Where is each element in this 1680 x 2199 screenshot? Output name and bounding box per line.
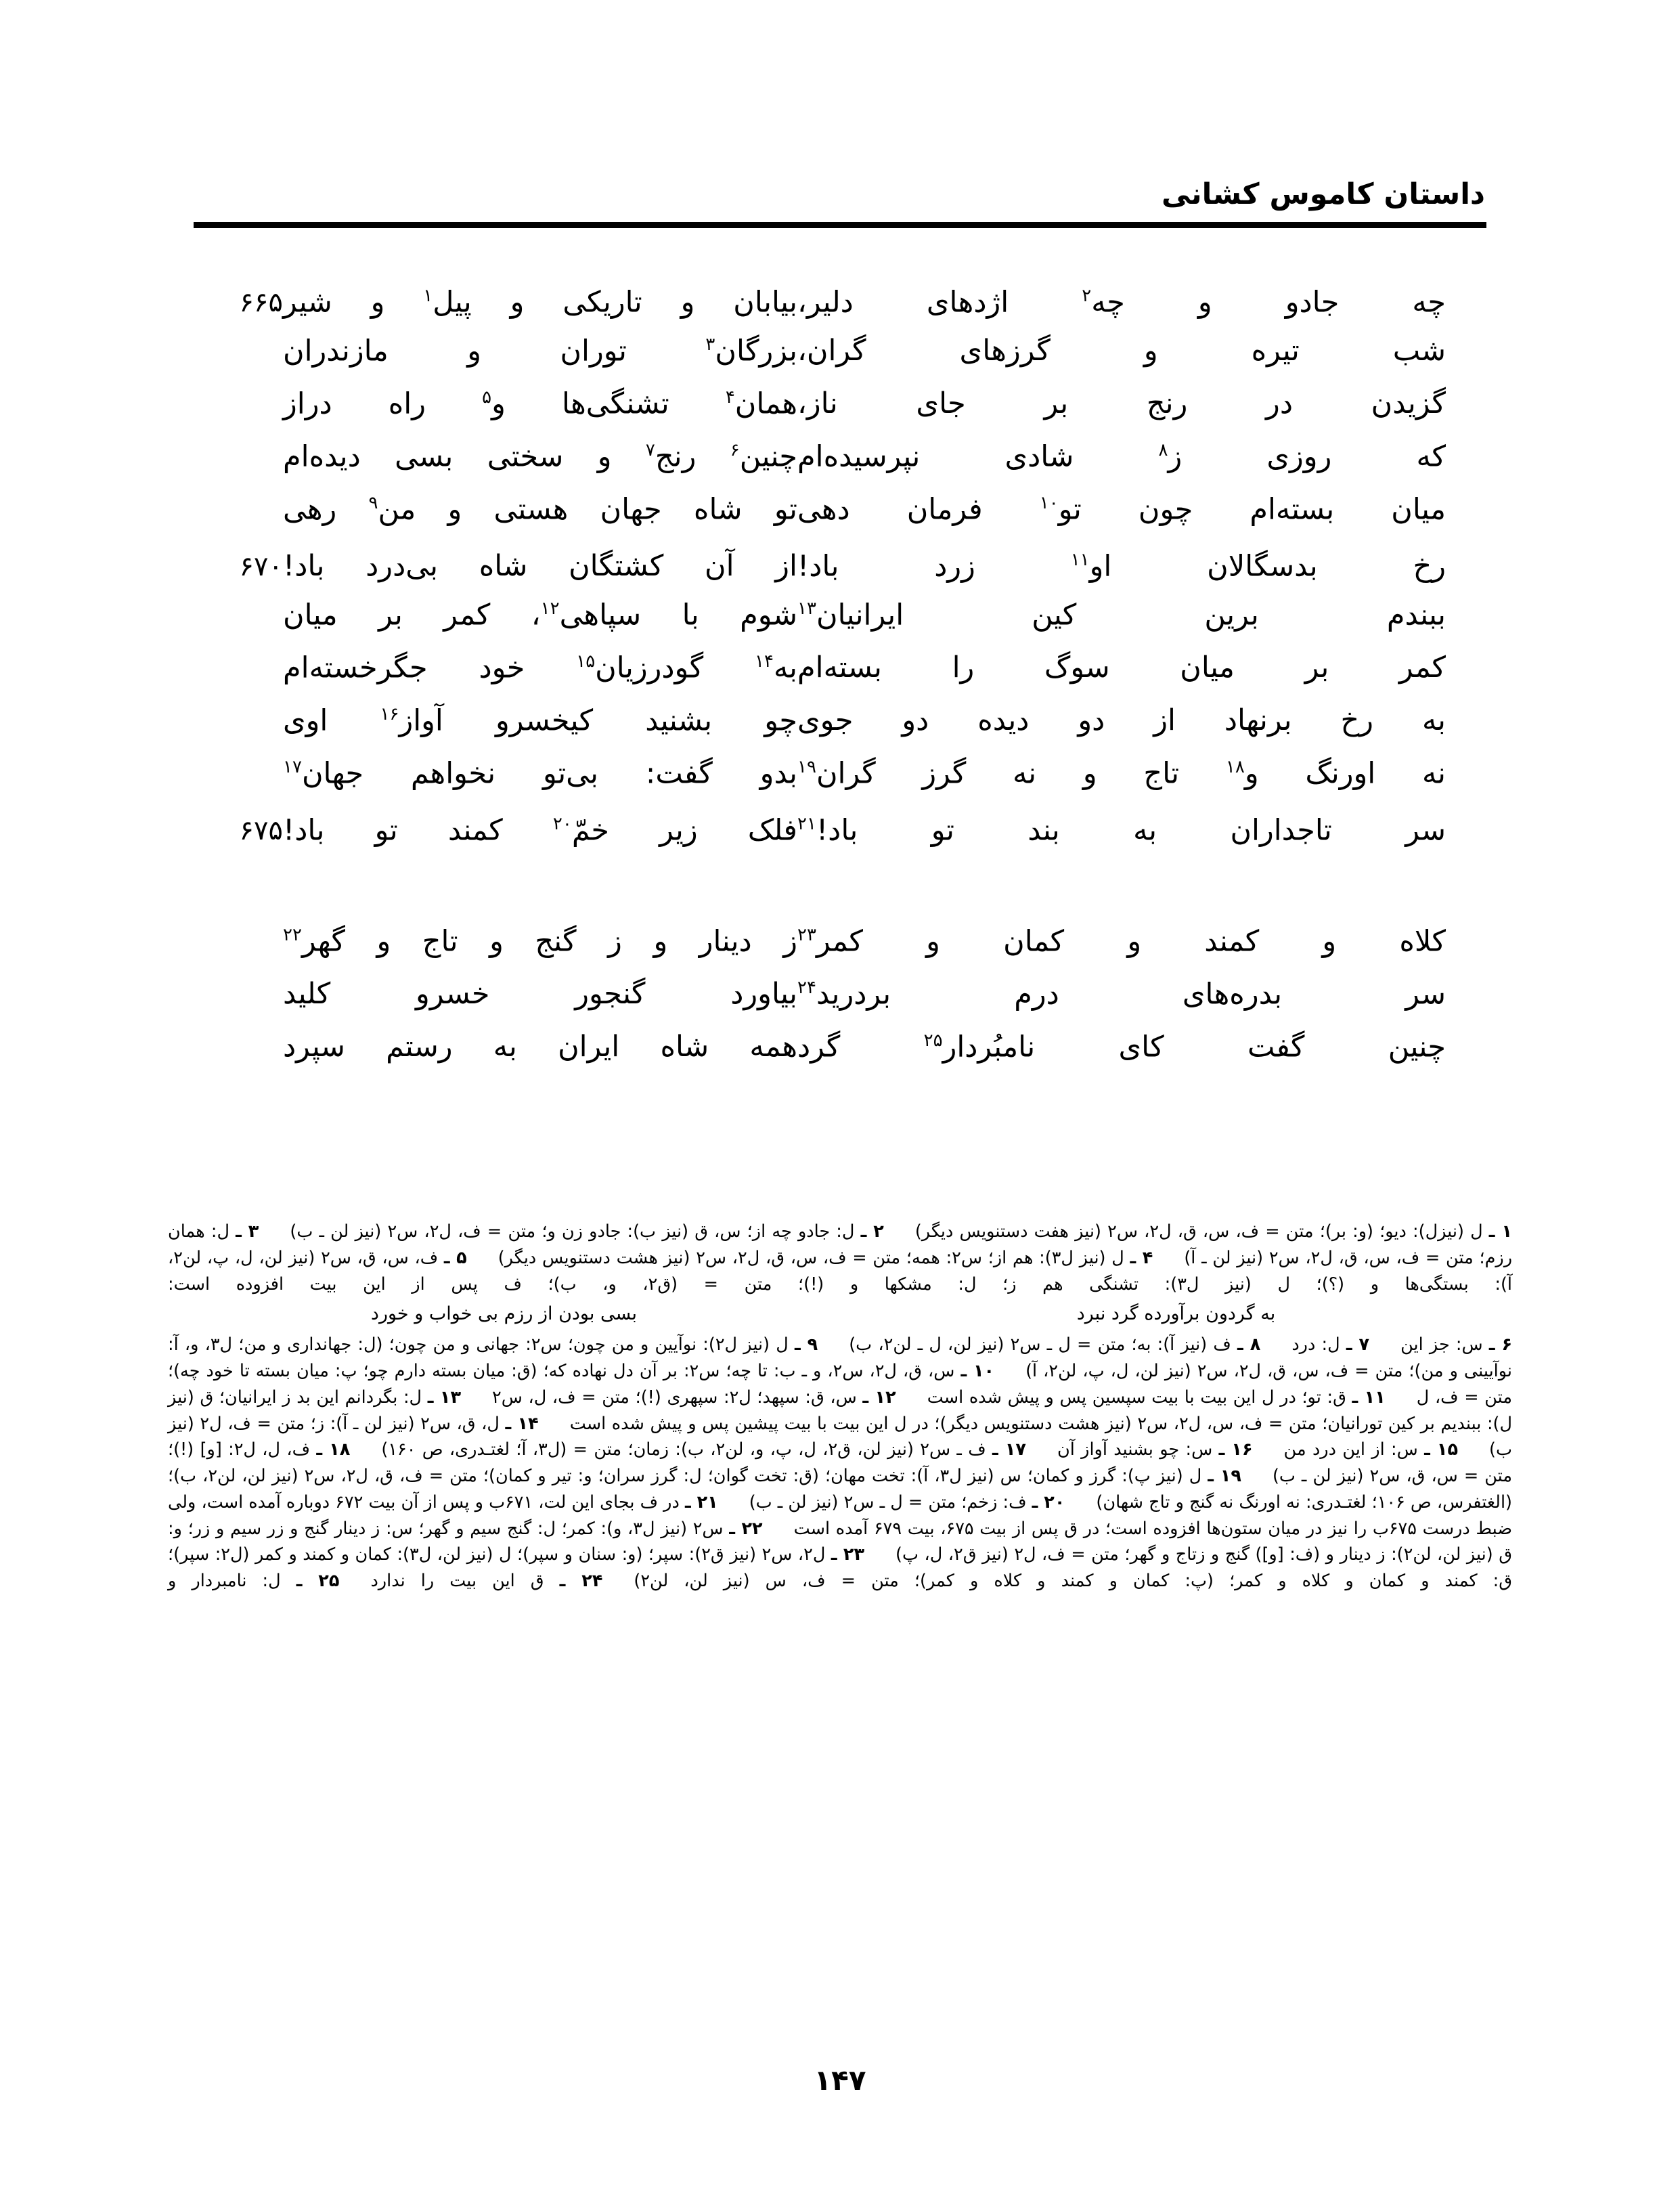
apparatus-note-number: ۴ ـ xyxy=(1130,1247,1153,1268)
variant-marker: ۱۵ xyxy=(576,651,596,672)
variant-marker: ۲۵ xyxy=(923,1030,943,1051)
apparatus-note-number: ۱۶ ـ xyxy=(1218,1439,1253,1460)
variant-marker: ۱ xyxy=(423,285,433,306)
hemistich-second: ببندم برین کین ایرانیان$^{۱۳}$ xyxy=(797,598,1446,632)
apparatus-paragraph: ۱ ـ ل (نیز‌ل): دیو؛ (و: بر)؛ متن = ف، س، ق، ل۲، س۲ (نیز هفت دستنویس دیگر)۲ ـ ل: جادو چه از؛ س، ق (نیز ب): جادو زن و؛ متن = ف، ل۲، س۲ (نیز لن ـ ب)۳ ـ ل: همان رزم؛ متن = ف، س، ق، ل۲، س۲ (نیز لن ـ آ)۴ ـ ل (نیز ل۳): هم از؛ س۲: همه؛ متن = ف، س، ق، ل۲، س۲ (نیز هشت دستنویس دیگر)۵ ـ ف، س، ق، س۲ (نیز لن، ل، پ، لن۲، آ): بستگی‌ها و (؟)؛ ل (نیز ل۳): تشنگی هم ز؛ ل: مشکها و (!)؛ متن = (ق۲، و، ب)؛ ف پس از این بیت افزوده است: xyxy=(168,1221,1513,1294)
apparatus-note-number: ۱ ـ xyxy=(1488,1221,1513,1242)
verse-couplet xyxy=(194,600,1486,653)
verse-couplet xyxy=(194,705,1486,758)
apparatus-note-number: ۱۲ ـ xyxy=(862,1387,896,1408)
variant-marker: ۲۴ xyxy=(797,978,816,998)
verse-line-number xyxy=(194,515,283,519)
variant-marker: ۸ xyxy=(1158,440,1168,460)
apparatus-note-number: ۲ ـ xyxy=(860,1221,884,1242)
verse-couplet xyxy=(194,811,1486,864)
verse-line-number xyxy=(194,999,283,1003)
apparatus-note-number: ۲۳ ـ xyxy=(831,1544,865,1565)
apparatus-note-number: ۱۳ ـ xyxy=(427,1387,462,1408)
apparatus-added-verse xyxy=(168,1300,1512,1328)
verse-couplet xyxy=(194,758,1486,811)
verse-couplet xyxy=(194,283,1486,336)
apparatus-note-number: ۲۲ ـ xyxy=(729,1518,763,1539)
apparatus-note-number: ۱۰ ـ xyxy=(960,1361,995,1382)
variant-marker: ۱۶ xyxy=(380,704,399,724)
verse-couplet xyxy=(194,547,1486,600)
variant-marker: ۱۷ xyxy=(283,757,302,777)
hemistich-first: همان$^۴$ تشنگی‌ها و$^۵$ راه دراز xyxy=(283,387,797,421)
apparatus-note-number: ۷ ـ xyxy=(1346,1334,1370,1355)
hemistich-second: کمر بر میان سوگ را بسته‌ام xyxy=(797,651,1446,685)
hemistich-first: از آن کشتگان شاه بی‌درد باد! xyxy=(283,549,797,583)
verse-line-number xyxy=(194,946,283,951)
variant-marker: ۱۴ xyxy=(755,651,774,672)
running-head xyxy=(194,177,1486,228)
apparatus-note-number: ۶ ـ xyxy=(1488,1334,1513,1355)
apparatus-note-number: ۱۷ ـ xyxy=(992,1439,1026,1460)
verse-line-number xyxy=(194,726,283,730)
variant-marker: ۱۰ xyxy=(1039,493,1059,513)
verse-couplet xyxy=(194,653,1486,705)
apparatus-note-number: ۱۸ ـ xyxy=(316,1439,351,1460)
verse-block xyxy=(194,283,1486,1085)
variant-marker: ۲۱ xyxy=(797,813,816,834)
verse-couplet xyxy=(194,389,1486,441)
hemistich-first: بیابان و تاریکی و پیل$^۱$ و شیر xyxy=(283,285,797,319)
added-verse-first-hemistich: بسی بودن از رزم بی خواب و خورد xyxy=(370,1303,638,1325)
hemistich-second: کلاه و کمند و کمان و کمر$^{۲۳}$ xyxy=(797,924,1446,959)
apparatus-note-number: ۱۴ ـ xyxy=(505,1413,539,1434)
running-head-title: داستان کاموس کشانی xyxy=(1161,177,1485,211)
verse-couplet xyxy=(194,441,1486,494)
verse-line-number: ۶۶۵ xyxy=(239,287,283,318)
verse-couplet xyxy=(194,926,1486,979)
hemistich-second: میان بسته‌ام چون تو$^{۱۰}$ فرمان دهی xyxy=(797,492,1446,527)
apparatus-note-number: ۳ ـ xyxy=(236,1221,259,1242)
apparatus-paragraph: ۶ ـ س: جز این۷ ـ ل: درد۸ ـ ف (نیز آ): به؛ متن = ل ـ س۲ (نیز لن، ل ـ لن۲، ب)۹ ـ ل (نیز ل۲): نوآیین و من چون؛ س۲: جهانی و من چون؛ (ل: جهانداری و من؛ ل۳، و، آ: نوآیینی و من)؛ متن = ف، س، ق، ل۲، س۲ (نیز لن، ل، پ، لن۲، آ)۱۰ ـ س، ق، ل۲، س۲، و ـ ب: تا چه؛ س۲: بر آن دل نهاده که؛ (ق: میان بسته دارم چو؛ پ: میان بسته تا خود چه)؛ متن = ف، ل۱۱ ـ ق: تو؛ در ل این بیت با بیت سپسین پس و پیش شده است۱۲ ـ س، ق: سپهد؛ ل۲: سپهری (!)؛ متن = ف، ل، س۲۱۳ ـ ل: بگردانم این بد ز ایرانیان؛ ق (نیز ل): ببندیم بر کین تورانیان؛ متن = ف، س، ل۲، س۲ (نیز هشت دستنویس دیگر)؛ در ل این بیت با بیت پیشین پس و پیش شده است۱۴ ـ ل، ق، س۲ (نیز لن ـ آ): ز؛ متن = ف، ل۲ (نیز ب)۱۵ ـ س: از این درد من۱۶ ـ س: چو بشنید آواز آن۱۷ ـ ف ـ س۲ (نیز لن، ق۲، ل، پ، و، لن۲، ب): زمان؛ متن = (ل۳، آ؛ لغتـدری، ص ۱۶۰)۱۸ ـ ف، ل، ل۲: [و] (!)؛ متن = س، ق، س۲ (نیز لن ـ ب)۱۹ ـ ل (نیز پ): گرز و کمان؛ س (نیز ل۳، آ): تخت مهان؛ (ق: تخت گوان؛ ل: گرز سران؛ و: تیر و کمان)؛ متن = ف، ق، ل۲، س۲ (نیز لن، لن۲، ب)؛ (الغتفرس، ص ۱۰۶؛ لغتـدری: نه اورنگ نه گنج و تاج شهان)۲۰ ـ ف: زخم؛ متن = ل ـ س۲ (نیز لن ـ ب)۲۱ ـ در ف بجای این لت، ۶۷۱ب و پس از آن بیت ۶۷۲ دوباره آمده است، ولی ضبط درست ۶۷۵ب را نیز در میان ستون‌ها افزوده است؛ در ق پس از بیت ۶۷۵، بیت ۶۷۹ آمده است۲۲ ـ س۲ (نیز ل۳، و): کمر؛ ل: گنج سیم و گهر؛ س: ز دینار گنج و زر سیم و زر؛ و: ق (نیز لن، لن۲): ز دینار و (ف: [و]) گنج و زتاج و گهر؛ متن = ف، ل۲ (نیز ق۲، ل، پ)۲۳ ـ ل۲، س۲ (نیز ق۲): سپر؛ (و: سنان و سپر)؛ ل (نیز لن، ل۳): کمان و کمند و کمر (ل۲: سپر)؛ ق: کمند و کمان و کلاه و کمر؛ (پ: کمان و کمند و کلاه و کمر)؛ متن = ف، س (نیز لن، لن۲)۲۴ ـ ق این بیت را ندارد۲۵ ـ ل: نامبردار و xyxy=(168,1334,1513,1592)
variant-marker: ۵ xyxy=(482,387,492,408)
hemistich-first: بیاورد گنجور خسرو کلید xyxy=(283,977,797,1011)
verse-line-number xyxy=(194,620,283,624)
variant-marker: ۴ xyxy=(725,387,735,408)
hemistich-second: شب تیره و گرزهای گران، xyxy=(797,334,1446,368)
variant-marker: ۹ xyxy=(368,493,378,513)
critical-apparatus xyxy=(168,1219,1512,1594)
variant-marker: ۱۱ xyxy=(1070,549,1090,570)
variant-marker: ۱۳ xyxy=(797,598,816,619)
apparatus-note-number: ۱۵ ـ xyxy=(1424,1439,1459,1460)
apparatus-note-number: ۹ ـ xyxy=(794,1334,818,1355)
apparatus-note-number: ۱۱ ـ xyxy=(1352,1387,1386,1408)
hemistich-first: شوم با سپاهی$^{۱۲}$، کمر بر میان xyxy=(283,598,797,632)
hemistich-first: فلک زیر خمّ$^{۲۰}$ کمند تو باد! xyxy=(283,813,797,847)
hemistich-first: چنین$^۶$ رنج$^۷$ و سختی بسی دیده‌ام xyxy=(283,439,797,474)
variant-marker: ۲۰ xyxy=(552,813,572,834)
hemistich-first: تو شاه جهان هستی و من$^۹$ رهی xyxy=(283,492,797,527)
apparatus-note-number: ۲۵ ـ xyxy=(296,1571,340,1592)
verse-couplet xyxy=(194,336,1486,389)
verse-line-number: ۶۷۰ xyxy=(239,551,283,582)
apparatus-note-number: ۲۴ ـ xyxy=(559,1571,603,1592)
hemistich-first: به$^{۱۴}$ گودرزیان$^{۱۵}$ خود جگرخسته‌ام xyxy=(283,651,797,685)
variant-marker: ۲۲ xyxy=(283,925,302,945)
hemistich-second: سر بدره‌های درم بردرید$^{۲۴}$ xyxy=(797,977,1446,1011)
page-number: ۱۴۷ xyxy=(814,2064,866,2097)
variant-marker: ۱۹ xyxy=(797,757,816,777)
hemistich-second: رخ بدسگالان او$^{۱۱}$ زرد باد! xyxy=(797,549,1446,583)
verse-group-gap xyxy=(194,864,1486,926)
variant-marker: ۲۳ xyxy=(797,925,816,945)
verse-line-number xyxy=(194,779,283,783)
variant-marker: ۱۲ xyxy=(540,598,560,619)
apparatus-note-number: ۲۱ ـ xyxy=(684,1492,718,1512)
hemistich-first: همه شاه ایران به رستم سپرد xyxy=(283,1030,797,1064)
hemistich-second: سر تاجداران به بند تو باد!$^{۲۱}$ xyxy=(797,813,1446,847)
hemistich-second: چنین گفت کای نامبُردار$^{۲۵}$ گرد xyxy=(797,1030,1446,1064)
hemistich-first: بدو گفت: بی‌تو نخواهم جهان$^{۱۷}$ xyxy=(283,756,797,791)
verse-couplet xyxy=(194,979,1486,1032)
verse-line-number xyxy=(194,462,283,466)
variant-marker: ۷ xyxy=(645,440,655,460)
apparatus-note-number: ۵ ـ xyxy=(443,1247,467,1268)
variant-marker: ۳ xyxy=(705,334,715,355)
hemistich-second: چه جادو و چه$^۲$ اژدهای دلیر، xyxy=(797,285,1446,319)
hemistich-second: به رخ برنهاد از دو دیده دو جوی xyxy=(797,703,1446,738)
running-head-rule xyxy=(194,222,1486,228)
variant-marker: ۱۸ xyxy=(1225,757,1245,777)
apparatus-note-number: ۲۰ ـ xyxy=(1032,1492,1065,1512)
variant-marker: ۲ xyxy=(1082,285,1092,306)
hemistich-second: گزیدن در رنج بر جای ناز، xyxy=(797,387,1446,421)
verse-line-number xyxy=(194,356,283,360)
hemistich-first: ز دینار و ز گنج و تاج و گهر$^{۲۲}$ xyxy=(283,924,797,959)
hemistich-first: بزرگان$^۳$ توران و مازندران xyxy=(283,334,797,368)
verse-couplet xyxy=(194,1032,1486,1085)
verse-line-number xyxy=(194,409,283,413)
apparatus-note-number: ۸ ـ xyxy=(1237,1334,1261,1355)
added-verse-second-hemistich: به گردون برآورده گرد نبرد xyxy=(1076,1303,1276,1325)
hemistich-first: چو بشنید کیخسرو آواز$^{۱۶}$ اوی xyxy=(283,703,797,738)
verse-line-number xyxy=(194,1052,283,1056)
variant-marker: ۶ xyxy=(730,440,740,460)
apparatus-note-number: ۱۹ ـ xyxy=(1208,1466,1241,1487)
hemistich-second: که روزی ز$^۸$ شادی نپرسیده‌ام xyxy=(797,439,1446,474)
hemistich-second: نه اورنگ و$^{۱۸}$ تاج و نه گرز گران$^{۱۹}$ xyxy=(797,756,1446,791)
verse-line-number: ۶۷۵ xyxy=(239,815,283,846)
verse-line-number xyxy=(194,673,283,677)
verse-couplet xyxy=(194,494,1486,547)
